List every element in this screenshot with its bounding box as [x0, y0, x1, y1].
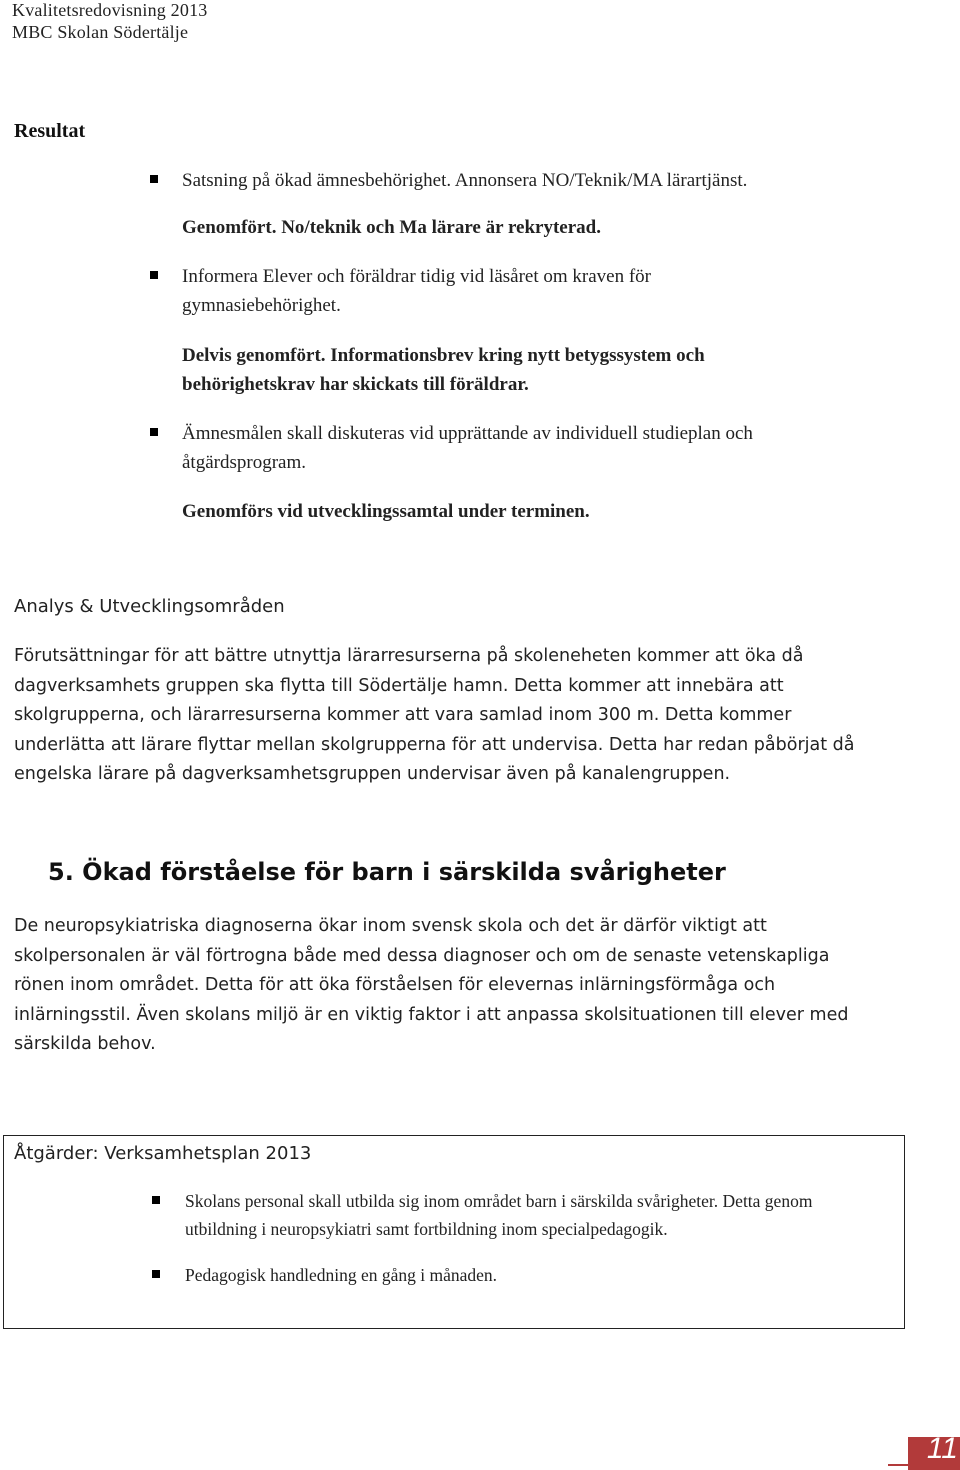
resultat-item-2: Informera Elever och föräldrar tidig vid läsåret om kraven för gymnasiebehörighet.: [182, 266, 651, 316]
resultat-item-2-status: Delvis genomfört. Informationsbrev kring nytt betygssystem och behörighetskrav har skickats till föräldrar.: [182, 345, 705, 395]
resultat-item-3-status: Genomförs vid utvecklingssamtal under terminen.: [182, 501, 590, 522]
resultat-item-1: Satsning på ökad ämnesbehörighet. Annonsera NO/Teknik/MA lärartjänst.: [182, 170, 748, 191]
bullet-icon: [150, 271, 164, 279]
doc-header-school: MBC Skolan Södertälje: [12, 22, 189, 42]
bullet-icon: [152, 1270, 166, 1278]
bullet-icon: [152, 1196, 166, 1204]
atgarder-item-2: Pedagogisk handledning en gång i månaden.: [185, 1265, 498, 1285]
section-5-heading: 5. Ökad förståelse för barn i särskilda svårigheter: [48, 858, 726, 886]
atgarder-item-1: Skolans personal skall utbilda sig inom området barn i särskilda svårigheter. Detta genom utbildning i neuropsykiatri samt fortbildning inom specialpedagogik.: [185, 1191, 813, 1239]
bullet-icon: [150, 175, 164, 183]
resultat-item-1-status: Genomfört. No/teknik och Ma lärare är rekryterad.: [182, 217, 601, 238]
resultat-heading: Resultat: [14, 120, 86, 142]
doc-header-title: Kvalitetsredovisning 2013: [12, 0, 208, 20]
resultat-item-3: Ämnesmålen skall diskuteras vid upprättande av individuell studieplan och åtgärdsprogram.: [182, 423, 753, 473]
page-number: 11: [926, 1432, 958, 1465]
atgarder-heading: Åtgärder: Verksamhetsplan 2013: [14, 1143, 312, 1164]
section-5-paragraph: De neuropsykiatriska diagnoserna ökar inom svensk skola och det är därför viktigt att skolpersonalen är väl förtrogna både med dessa diagnoser och om de senaste vetenskapliga rönen inom området. Detta för att öka förståelsen för elevernas inlärningsförmåga och inlärningsstil. Även skolans miljö är en viktig faktor i att anpassa skolsituationen till elever med särskilda behov.: [14, 916, 849, 1054]
analys-heading: Analys & Utvecklingsområden: [14, 596, 285, 617]
analys-paragraph: Förutsättningar för att bättre utnyttja lärarresurserna på skoleneheten kommer att öka då dagverksamhets gruppen ska flytta till Södertälje hamn. Detta kommer att innebära att skolgrupperna, och lärarresurserna kommer att vara samlad inom 300 m. Detta kommer underlätta att lärare flyttar mellan skolgrupperna för att undervisa. Detta har redan påbörjat då engelska lärare på dagverksamhetsgruppen undervisar även på kanalengruppen.: [14, 646, 855, 784]
bullet-icon: [150, 428, 164, 436]
